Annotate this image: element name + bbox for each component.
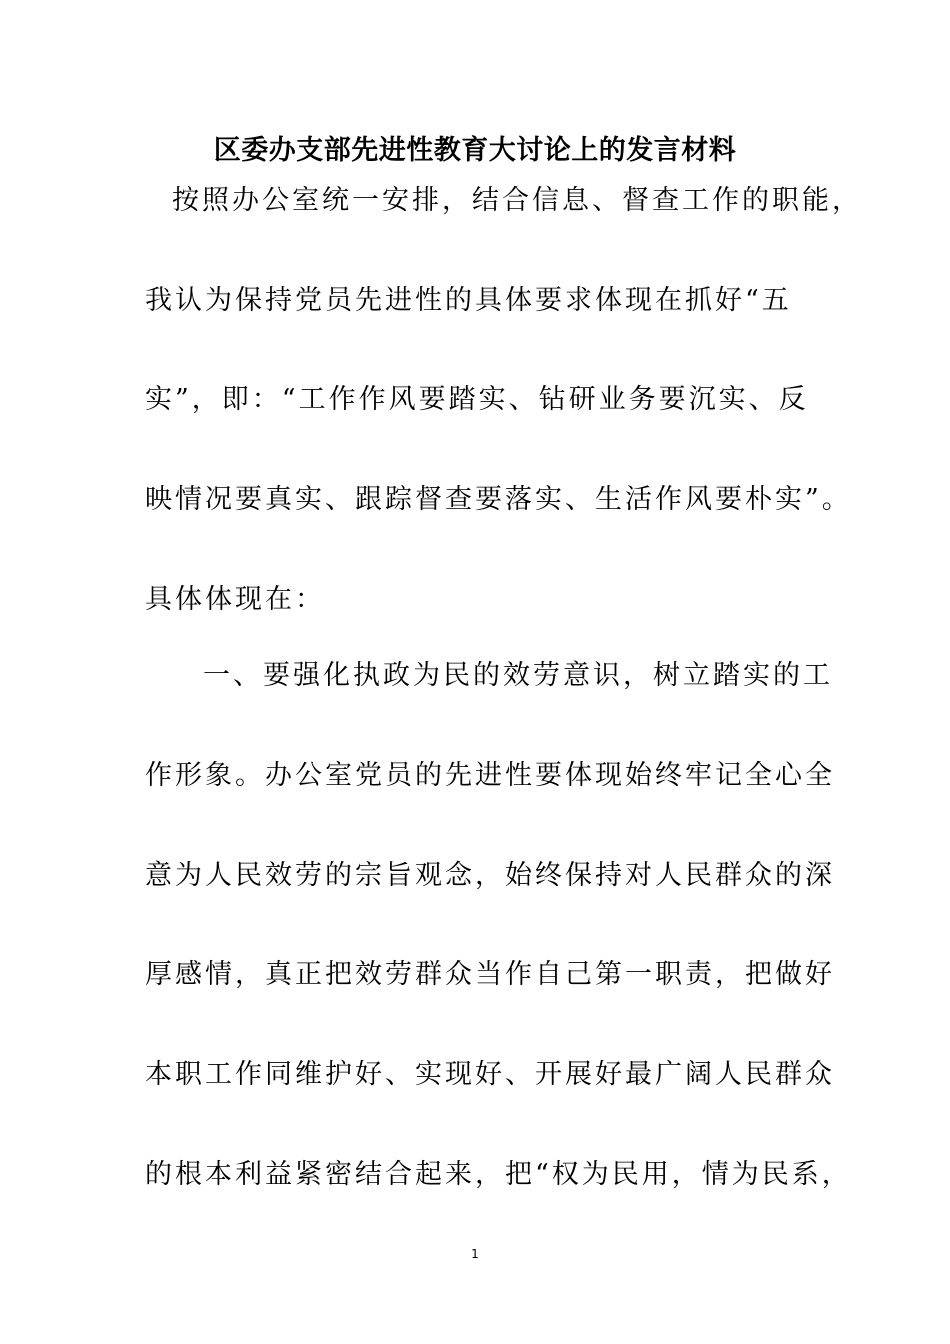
- body-line-9: 厚感情，真正把效劳群众当作自己第一职责，把做好: [145, 959, 835, 990]
- body-line-5: 具体体现在：: [145, 584, 325, 615]
- body-line-6: 一、要强化执政为民的效劳意识，树立踏实的工: [203, 660, 833, 691]
- body-line-7: 作形象。办公室党员的先进性要体现始终牢记全心全: [145, 760, 835, 791]
- body-line-10: 本职工作同维护好、实现好、开展好最广阔人民群众: [145, 1059, 835, 1090]
- body-line-8: 意为人民效劳的宗旨观念，始终保持对人民群众的深: [145, 860, 835, 891]
- body-line-2: 我认为保持党员先进性的具体要求体现在抓好“五: [145, 285, 792, 316]
- body-line-11: 的根本利益紧密结合起来，把“权为民用，情为民系，: [145, 1159, 852, 1190]
- page-number: 1: [471, 1247, 479, 1261]
- body-line-1: 按照办公室统一安排，结合信息、督查工作的职能，: [172, 185, 862, 216]
- body-line-4: 映情况要真实、跟踪督查要落实、生活作风要朴实”。: [145, 484, 852, 515]
- document-title: 区委办支部先进性教育大讨论上的发言材料: [213, 135, 737, 166]
- body-line-3: 实”，即：“工作作风要踏实、钻研业务要沉实、反: [145, 384, 809, 415]
